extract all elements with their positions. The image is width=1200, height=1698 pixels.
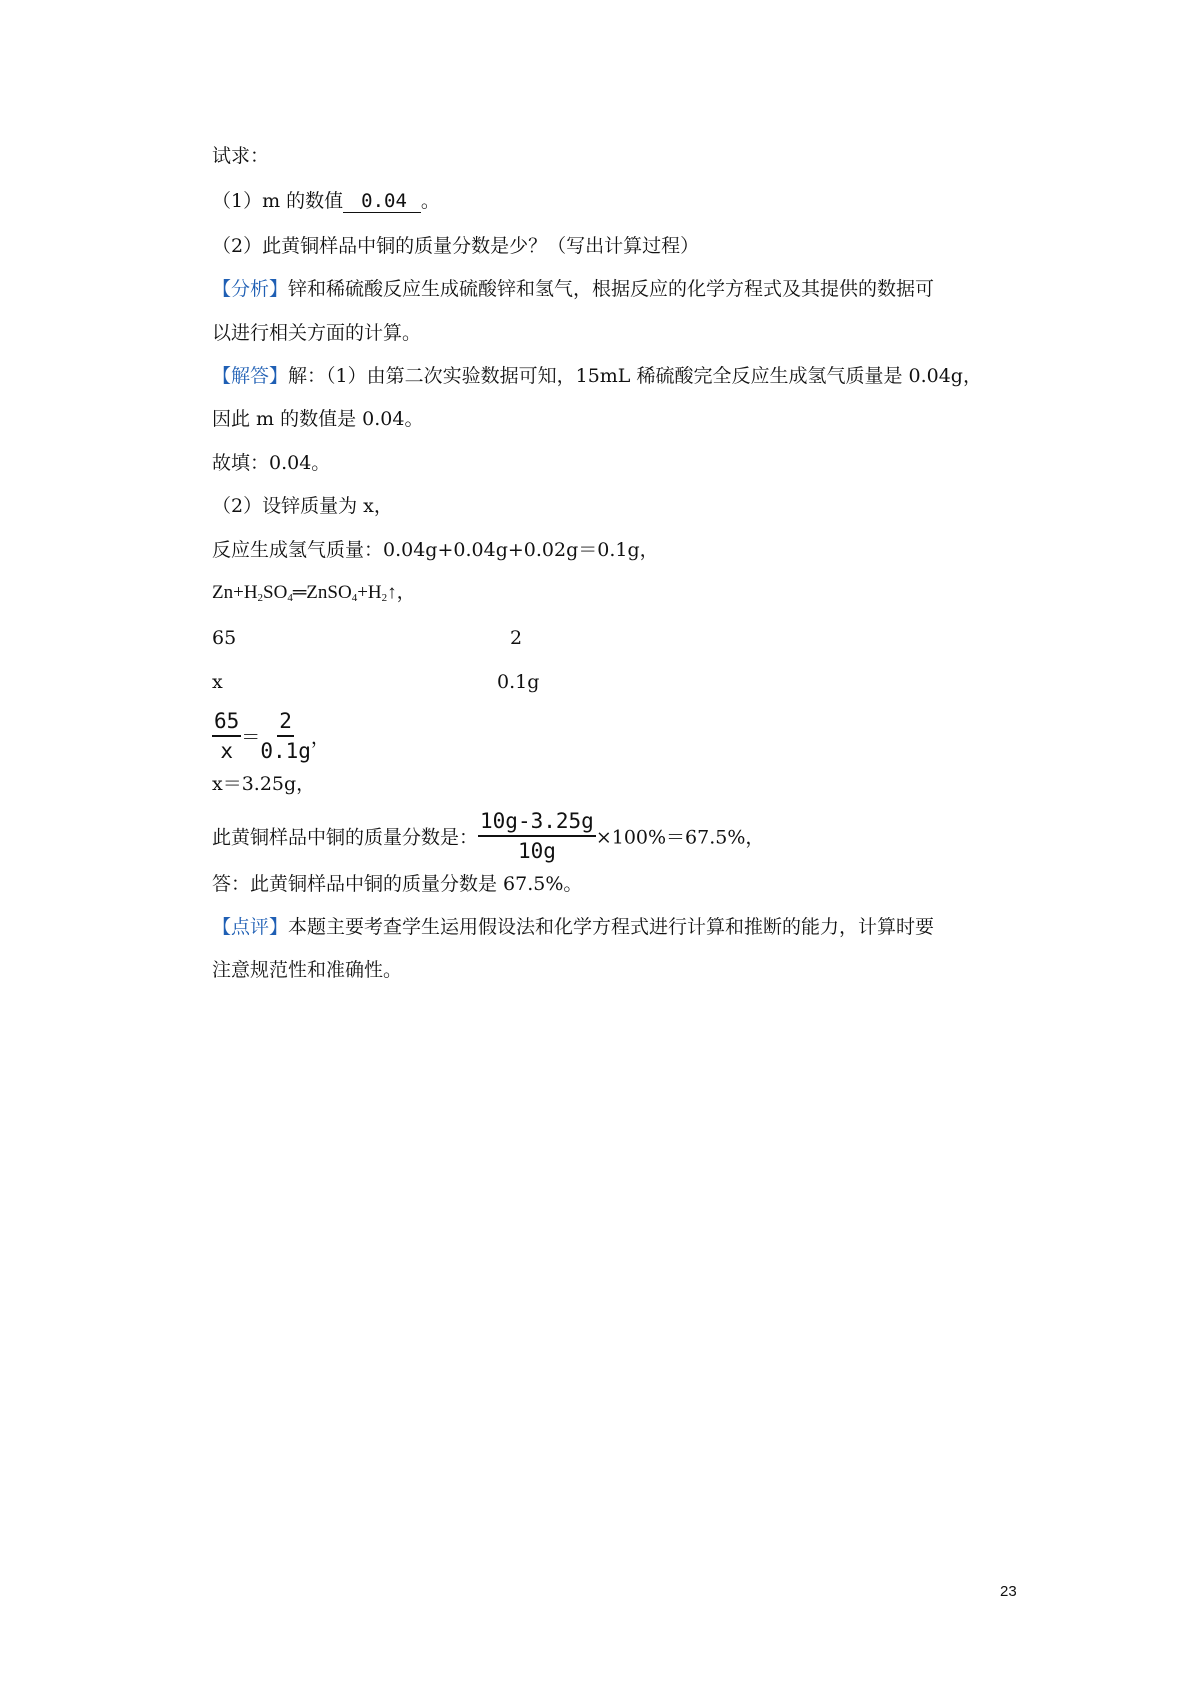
subscript: 4 (351, 592, 358, 604)
question-1 (212, 188, 440, 214)
question-2-text: （2）此黄铜样品中铜的质量分数是少？（写出计算过程） (212, 235, 700, 257)
ratio-0-1g: 0.1g (497, 671, 540, 693)
ratio-row-1-right (510, 625, 522, 651)
ratio-row-2-right (497, 669, 539, 695)
solution-tag: 【解答】 (212, 365, 289, 387)
h2-mass-line (212, 537, 659, 563)
mass-fraction-line (212, 808, 764, 864)
eq-part: ═ZnSO (292, 582, 352, 603)
eq-part: ↑， (387, 582, 416, 603)
subscript: 2 (257, 592, 264, 604)
prompt-text: 试求： (212, 145, 270, 167)
fraction-numerator: 2 (277, 708, 294, 737)
answer-text: 答：此黄铜样品中铜的质量分数是 67.5%。 (212, 873, 583, 895)
fraction-numerator: 65 (212, 708, 241, 737)
ratio-row-2 (212, 669, 223, 695)
fraction-numerator: 10g-3.25g (478, 808, 596, 837)
comment-tag: 【点评】 (212, 916, 289, 938)
eq-part: SO (263, 582, 288, 603)
answer-line (212, 871, 582, 897)
solution-text-1: 解：（1）由第二次实验数据可知，15mL 稀硫酸完全反应生成氢气质量是 0.04g， (288, 365, 982, 387)
analysis-line-2 (212, 320, 421, 346)
page-number: 23 (1000, 1583, 1017, 1600)
subscript: 2 (381, 592, 388, 604)
solution-text-2: 因此 m 的数值是 0.04。 (212, 408, 424, 430)
fraction-65-x (212, 708, 241, 764)
analysis-line-1 (212, 276, 934, 302)
fraction-2-0-1g (260, 708, 311, 764)
eq-part: +H (357, 582, 382, 603)
mass-fraction (478, 808, 596, 864)
equals-sign: ＝ (241, 726, 261, 749)
solution-line-1 (212, 363, 982, 389)
comment-line-1 (212, 914, 934, 940)
ratio-x: x (212, 671, 223, 693)
mass-fraction-prefix: 此黄铜样品中铜的质量分数是： (212, 826, 479, 849)
x-result-line (212, 771, 315, 797)
ratio-65: 65 (212, 627, 237, 649)
fraction-denominator: 0.1g (260, 739, 311, 763)
comment-text-1: 本题主要考查学生运用假设法和化学方程式进行计算和推断的能力，计算时要 (288, 916, 935, 938)
set-line (212, 493, 393, 519)
comment-text-2: 注意规范性和准确性。 (212, 959, 403, 981)
mass-fraction-suffix: ×100%＝67.5%， (595, 826, 765, 849)
set-text: （2）设锌质量为 x， (212, 495, 393, 517)
comma: ， (310, 726, 330, 749)
fraction-denominator: x (220, 739, 233, 763)
proportion (212, 708, 330, 764)
answer-blank: 0.04 (343, 190, 421, 213)
prompt-line (212, 143, 269, 169)
question-1-end: 。 (420, 190, 440, 212)
solution-line-2 (212, 406, 423, 432)
ratio-2: 2 (510, 627, 523, 649)
fill-text: 故填：0.04。 (212, 452, 331, 474)
analysis-text-2: 以进行相关方面的计算。 (212, 322, 422, 344)
chemical-equation (212, 580, 416, 611)
subscript: 4 (287, 592, 293, 604)
h2-mass-text: 反应生成氢气质量：0.04g+0.04g+0.02g＝0.1g， (212, 539, 659, 561)
analysis-text-1: 锌和稀硫酸反应生成硫酸锌和氢气，根据反应的化学方程式及其提供的数据可 (288, 278, 935, 300)
question-2 (212, 233, 699, 259)
fraction-denominator: 10g (517, 839, 556, 863)
comment-line-2 (212, 957, 402, 983)
eq-part: Zn+H (212, 582, 258, 603)
question-1-text: （1）m 的数值 (212, 190, 344, 212)
x-result-text: x＝3.25g， (212, 773, 316, 795)
ratio-row-1 (212, 625, 236, 651)
analysis-tag: 【分析】 (212, 278, 289, 300)
fill-line (212, 450, 330, 476)
